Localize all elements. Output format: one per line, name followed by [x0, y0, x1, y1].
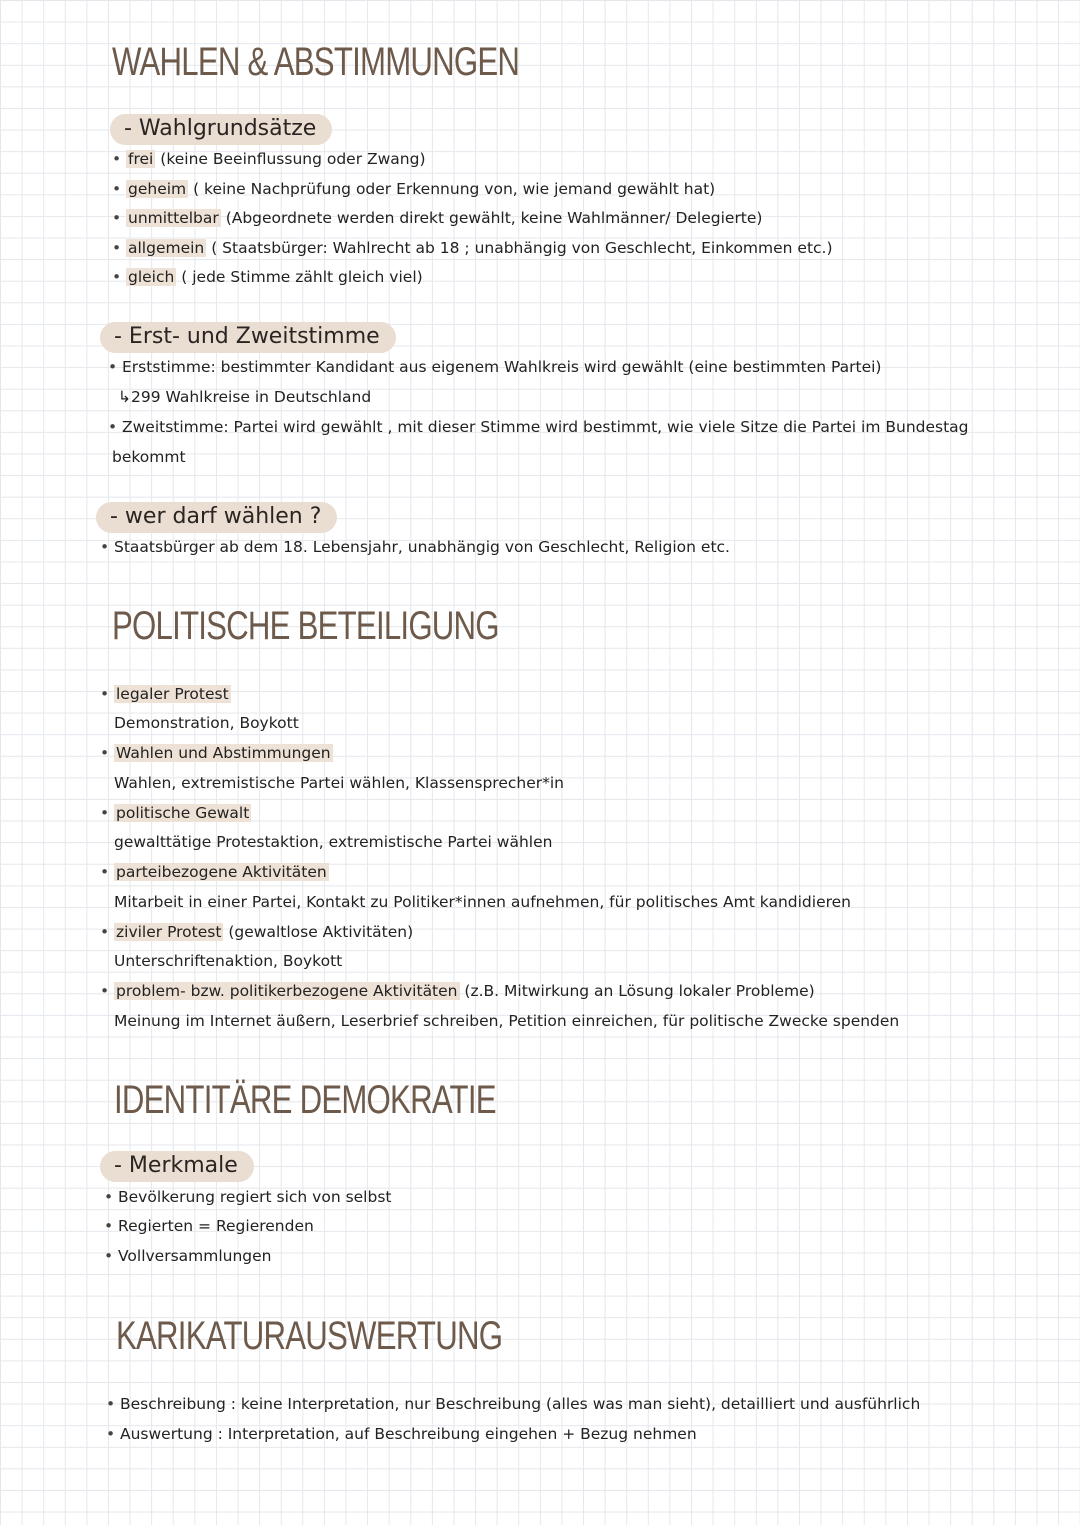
term-description: ( keine Nachprüfung oder Erkennung von, wie jemand gewählt hat): [188, 180, 716, 198]
heading-merkmale: - Merkmale: [100, 1151, 254, 1182]
merkmal-text: Vollversammlungen: [118, 1247, 272, 1265]
section-title-beteiligung: POLITISCHE BETEILIGUNG: [112, 604, 499, 648]
term-extra: (z.B. Mitwirkung an Lösung lokaler Probleme): [459, 982, 815, 1000]
term: politische Gewalt: [116, 804, 250, 822]
merkmal-text: Regierten = Regierenden: [118, 1217, 314, 1235]
beteiligung-description: Demonstration, Boykott: [114, 714, 299, 732]
list-item-beteiligung: • ziviler Protest (gewaltlose Aktivitäten): [100, 923, 414, 941]
beteiligung-description: Unterschriftenaktion, Boykott: [114, 952, 343, 970]
term: frei: [128, 150, 154, 168]
wahlberechtigt-text: Staatsbürger ab dem 18. Lebensjahr, unabhängig von Geschlecht, Religion etc.: [114, 538, 730, 556]
list-item-zweitstimme: • Zweitstimme: Partei wird gewählt , mit dieser Stimme wird bestimmt, wie viele Sitze die Partei im Bundestag: [108, 418, 969, 436]
zweitstimme-continuation: bekommt: [112, 448, 186, 466]
section-title-identitaer: IDENTITÄRE DEMOKRATIE: [114, 1078, 496, 1122]
beteiligung-description: Meinung im Internet äußern, Leserbrief schreiben, Petition einreichen, für politische Zwecke spenden: [114, 1012, 900, 1030]
list-item-beteiligung: • Wahlen und Abstimmungen: [100, 744, 331, 762]
term: Wahlen und Abstimmungen: [116, 744, 331, 762]
list-item-karikatur: • Beschreibung : keine Interpretation, nur Beschreibung (alles was man sieht), detailliert und ausführlich: [106, 1395, 921, 1413]
heading-erst-zweitstimme: - Erst- und Zweitstimme: [100, 322, 396, 353]
list-item-beteiligung: • problem- bzw. politikerbezogene Aktivitäten (z.B. Mitwirkung an Lösung lokaler Probleme): [100, 982, 815, 1000]
term-description: ( jede Stimme zählt gleich viel): [176, 268, 423, 286]
term: problem- bzw. politikerbezogene Aktivitäten: [116, 982, 458, 1000]
section-title-karikatur: KARIKATURAUSWERTUNG: [116, 1314, 503, 1358]
karikatur-text: Beschreibung : keine Interpretation, nur Beschreibung (alles was man sieht), detailliert und ausführlich: [120, 1395, 921, 1413]
term: unmittelbar: [128, 209, 219, 227]
term: ziviler Protest: [116, 923, 222, 941]
term: legaler Protest: [116, 685, 229, 703]
beteiligung-description: gewalttätige Protestaktion, extremistische Partei wählen: [114, 833, 553, 851]
term-description: (Abgeordnete werden direkt gewählt, keine Wahlmänner/ Delegierte): [220, 209, 763, 227]
merkmal-text: Bevölkerung regiert sich von selbst: [118, 1188, 392, 1206]
list-item-merkmal: • Regierten = Regierenden: [104, 1217, 314, 1235]
term: gleich: [128, 268, 175, 286]
term: parteibezogene Aktivitäten: [116, 863, 327, 881]
list-item-wahlgrundsatz: • gleich ( jede Stimme zählt gleich viel): [112, 268, 423, 286]
list-item-wahlgrundsatz: • unmittelbar (Abgeordnete werden direkt gewählt, keine Wahlmänner/ Delegierte): [112, 209, 763, 227]
list-item-wahlgrundsatz: • allgemein ( Staatsbürger: Wahlrecht ab 18 ; unabhängig von Geschlecht, Einkommen etc.): [112, 239, 833, 257]
term: geheim: [128, 180, 187, 198]
term-extra: (gewaltlose Aktivitäten): [223, 923, 414, 941]
term-description: (keine Beeinflussung oder Zwang): [155, 150, 426, 168]
list-item-erststimme: • Erststimme: bestimmter Kandidant aus eigenem Wahlkreis wird gewählt (eine bestimmten Partei): [108, 358, 882, 376]
term: allgemein: [128, 239, 205, 257]
karikatur-text: Auswertung : Interpretation, auf Beschreibung eingehen + Bezug nehmen: [120, 1425, 697, 1443]
beteiligung-description: Mitarbeit in einer Partei, Kontakt zu Politiker*innen aufnehmen, für politisches Amt kandidieren: [114, 893, 851, 911]
list-item-beteiligung: • parteibezogene Aktivitäten: [100, 863, 327, 881]
beteiligung-description: Wahlen, extremistische Partei wählen, Klassensprecher*in: [114, 774, 564, 792]
list-item-beteiligung: • politische Gewalt: [100, 804, 250, 822]
list-item-wahlberechtigt: • Staatsbürger ab dem 18. Lebensjahr, unabhängig von Geschlecht, Religion etc.: [100, 538, 730, 556]
wahlkreise-note: ↳299 Wahlkreise in Deutschland: [118, 388, 372, 406]
zweitstimme-text: Zweitstimme: Partei wird gewählt , mit dieser Stimme wird bestimmt, wie viele Sitze die Partei im Bundestag: [122, 418, 969, 436]
list-item-merkmal: • Vollversammlungen: [104, 1247, 272, 1265]
term-description: ( Staatsbürger: Wahlrecht ab 18 ; unabhängig von Geschlecht, Einkommen etc.): [206, 239, 833, 257]
list-item-wahlgrundsatz: • frei (keine Beeinflussung oder Zwang): [112, 150, 426, 168]
list-item-merkmal: • Bevölkerung regiert sich von selbst: [104, 1188, 392, 1206]
list-item-karikatur: • Auswertung : Interpretation, auf Beschreibung eingehen + Bezug nehmen: [106, 1425, 697, 1443]
section-title-wahlen: WAHLEN & ABSTIMMUNGEN: [112, 40, 520, 84]
list-item-beteiligung: • legaler Protest: [100, 685, 229, 703]
erststimme-text: Erststimme: bestimmter Kandidant aus eigenem Wahlkreis wird gewählt (eine bestimmten Partei): [122, 358, 882, 376]
list-item-wahlgrundsatz: • geheim ( keine Nachprüfung oder Erkennung von, wie jemand gewählt hat): [112, 180, 716, 198]
heading-wer-darf-waehlen: - wer darf wählen ?: [96, 502, 337, 533]
heading-wahlgrundsaetze: - Wahlgrundsätze: [110, 114, 332, 145]
